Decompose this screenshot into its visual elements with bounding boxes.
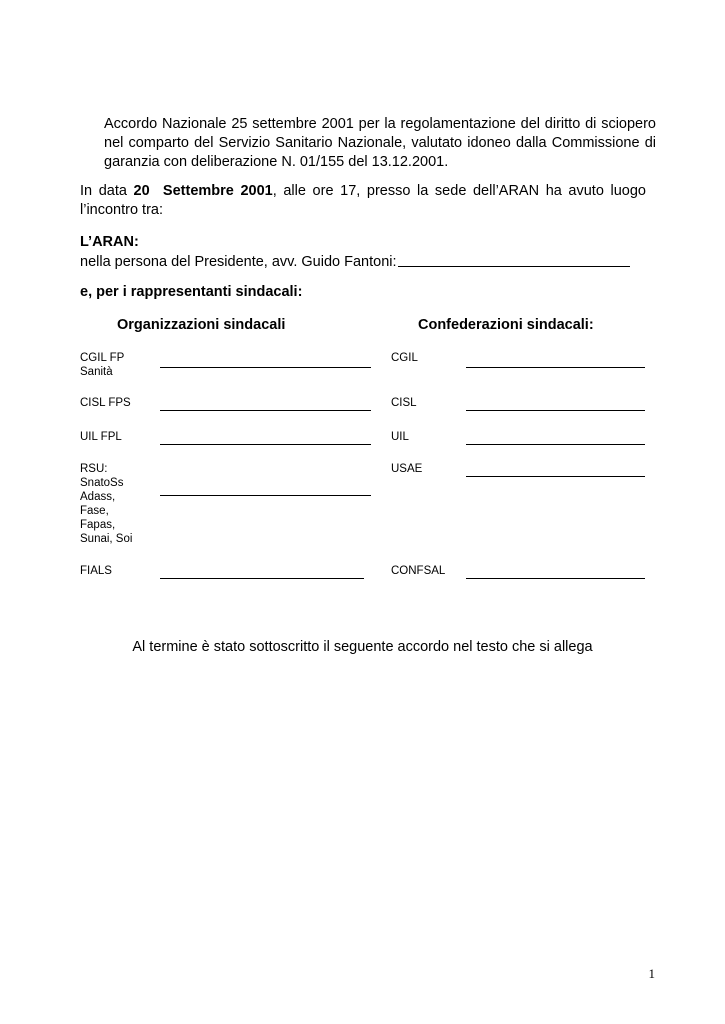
signature-line-uil-fpl [160, 444, 371, 445]
left-row-cgil-fp [80, 351, 124, 379]
left-row-label: FIALS [80, 565, 112, 577]
signature-line-cisl-fps [160, 410, 371, 411]
right-row-usae [391, 462, 422, 476]
aran-heading: L’ARAN: [80, 234, 139, 250]
signature-line-rsu [160, 495, 371, 496]
signature-line-fials [160, 578, 364, 579]
right-row-label: CONFSAL [391, 565, 446, 577]
left-row-label: Sunai, Soi [80, 533, 133, 545]
right-row-label: CGIL [391, 352, 418, 364]
left-row-label: Sanità [80, 366, 113, 378]
signature-line-confsal [466, 578, 645, 579]
left-column-heading: Organizzazioni sindacali [117, 317, 286, 333]
left-row-label: Fase, [80, 505, 109, 517]
right-row-label: UIL [391, 431, 409, 443]
left-row-rsu [80, 462, 132, 546]
signature-line-usae [466, 476, 645, 477]
right-column-heading: Confederazioni sindacali: [418, 317, 594, 333]
right-row-cisl [391, 396, 417, 410]
unions-heading: e, per i rappresentanti sindacali: [80, 284, 303, 300]
right-row-label: USAE [391, 463, 423, 475]
meeting-prefix: In data [80, 183, 134, 199]
left-row-label: SnatoSs [80, 477, 124, 489]
intro-paragraph: Accordo Nazionale 25 settembre 2001 per la regolamentazione del diritto di sciopero nel comparto del Servizio Sanitario Nazionale, valutato idoneo dalla Commissione di garanzia con deliberazione N. 01/155 del 13.12.2001. [104, 116, 656, 170]
signature-line-cgil-fp [160, 367, 371, 368]
left-row-uil-fpl [80, 430, 122, 444]
aran-president: nella persona del Presidente, avv. Guido Fantoni: [80, 254, 397, 270]
meeting-suffix: , alle ore 17, presso la sede dell’ARAN ha avuto luogo l’incontro tra: [80, 183, 646, 218]
right-row-cgil [391, 351, 418, 365]
page-number: 1 [648, 966, 655, 981]
meeting-month-year: Settembre 2001 [162, 183, 273, 199]
meeting-paragraph [80, 182, 646, 220]
signature-line-uil [466, 444, 645, 445]
signature-line-cisl [466, 410, 645, 411]
signature-line-cgil [466, 367, 645, 368]
right-row-label: CISL [391, 397, 417, 409]
aran-signature-line [398, 266, 630, 267]
left-row-cisl-fps [80, 396, 131, 410]
left-row-label: Adass, [80, 491, 116, 503]
closing-statement: Al termine è stato sottoscritto il seguente accordo nel testo che si allega [132, 639, 593, 655]
meeting-day: 20 [133, 183, 150, 199]
left-row-label: Fapas, [80, 519, 116, 531]
left-row-label: RSU: [80, 463, 108, 475]
right-row-confsal [391, 564, 445, 578]
left-row-label: CGIL FP [80, 352, 125, 364]
left-row-label: UIL FPL [80, 431, 122, 443]
left-row-label: CISL FPS [80, 397, 131, 409]
right-row-uil [391, 430, 409, 444]
left-row-fials [80, 564, 112, 578]
